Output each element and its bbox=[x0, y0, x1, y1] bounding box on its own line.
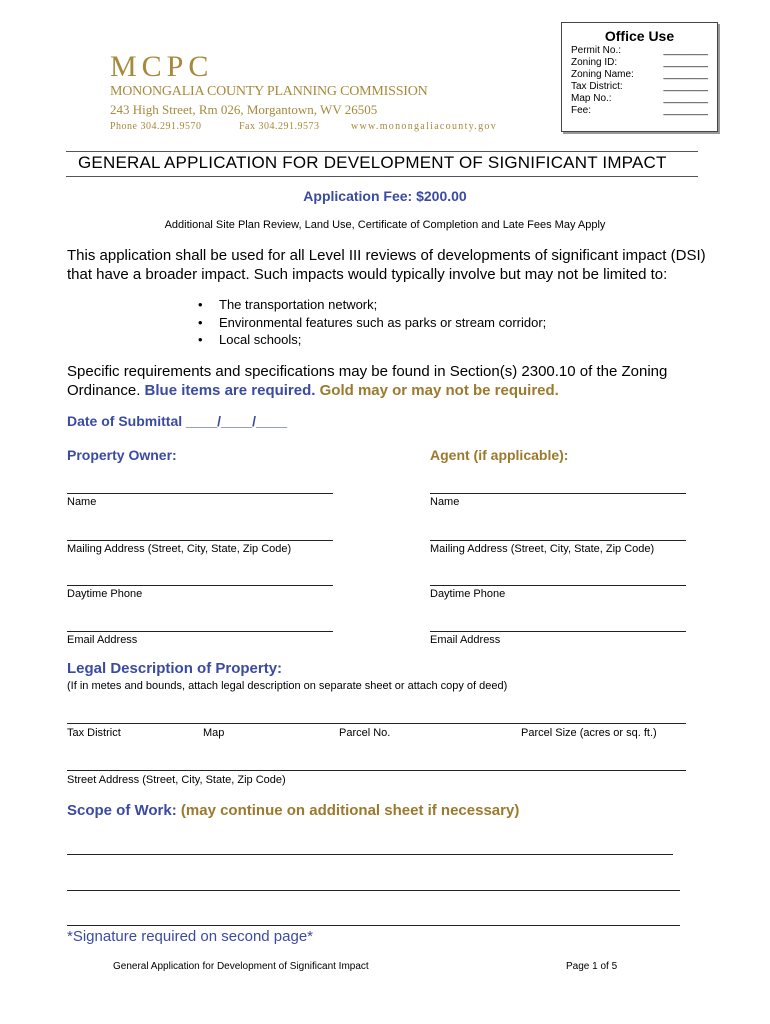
bullet-item bbox=[198, 314, 547, 331]
bullet-text: Local schools; bbox=[219, 332, 302, 347]
spec-line-1: Specific requirements and specifications may be found in Section(s) 2300.10 of the Zoning bbox=[67, 363, 668, 380]
org-address: 243 High Street, Rm 026, Morgantown, WV 26505 bbox=[110, 102, 378, 117]
legal-description-note: (If in metes and bounds, attach legal description on separate sheet or attach copy of deed) bbox=[67, 680, 508, 692]
office-row-permit bbox=[571, 45, 708, 57]
intro-line-1: This application shall be used for all Level III reviews of developments of significant impact (DSI) bbox=[67, 247, 706, 264]
agent-phone-field[interactable] bbox=[430, 585, 686, 586]
logo: MCPC bbox=[110, 50, 214, 83]
office-row-tax-district bbox=[571, 81, 708, 93]
spec-gold-note: Gold may or may not be required. bbox=[319, 382, 559, 399]
office-row-map-no bbox=[571, 93, 708, 105]
scope-line-3[interactable] bbox=[67, 925, 680, 926]
office-blank[interactable]: ________ bbox=[663, 81, 708, 92]
map-label: Map bbox=[203, 727, 225, 739]
fee-note: Additional Site Plan Review, Land Use, Certificate of Completion and Late Fees May Apply bbox=[164, 219, 606, 231]
office-label: Permit No.: bbox=[571, 45, 622, 56]
owner-name-field[interactable] bbox=[67, 493, 333, 494]
org-name: MONONGALIA COUNTY PLANNING COMMISSION bbox=[110, 84, 428, 99]
spec-prefix: Ordinance. bbox=[67, 382, 141, 399]
spec-blue-note: Blue items are required. bbox=[144, 382, 316, 399]
date-of-submittal[interactable]: Date of Submittal ____/____/____ bbox=[67, 413, 288, 429]
scope-line-2[interactable] bbox=[67, 890, 680, 891]
bullet-item bbox=[198, 296, 378, 313]
page-title: GENERAL APPLICATION FOR DEVELOPMENT OF SIGNIFICANT IMPACT bbox=[78, 153, 667, 172]
office-blank[interactable]: ________ bbox=[663, 69, 708, 80]
office-label: Tax District: bbox=[571, 81, 623, 92]
street-address-field[interactable] bbox=[67, 770, 686, 771]
signature-note: *Signature required on second page* bbox=[67, 928, 314, 945]
agent-phone-label: Daytime Phone bbox=[430, 588, 506, 600]
office-row-zoning-id bbox=[571, 57, 708, 69]
office-use-box bbox=[561, 22, 718, 132]
office-label: Fee: bbox=[571, 105, 592, 116]
bullet-icon: • bbox=[198, 332, 203, 347]
office-label: Zoning ID: bbox=[571, 57, 618, 68]
office-blank[interactable]: ________ bbox=[663, 105, 708, 116]
agent-mailing-field[interactable] bbox=[430, 540, 686, 541]
parcel-size-label: Parcel Size (acres or sq. ft.) bbox=[521, 727, 657, 739]
agent-email-field[interactable] bbox=[430, 631, 686, 632]
owner-email-field[interactable] bbox=[67, 631, 333, 632]
legal-description-heading: Legal Description of Property: bbox=[67, 660, 283, 677]
office-blank[interactable]: ________ bbox=[663, 93, 708, 104]
bullet-text: Environmental features such as parks or stream corridor; bbox=[219, 315, 547, 330]
bullet-item bbox=[198, 331, 302, 348]
owner-mailing-label: Mailing Address (Street, City, State, Zip Code) bbox=[67, 543, 292, 555]
agent-mailing-label: Mailing Address (Street, City, State, Zip Code) bbox=[430, 543, 655, 555]
office-row-fee bbox=[571, 105, 708, 117]
spec-line-2 bbox=[67, 381, 559, 400]
street-address-label: Street Address (Street, City, State, Zip Code) bbox=[67, 774, 286, 786]
org-phone: Phone 304.291.9570 bbox=[110, 121, 202, 132]
org-fax: Fax 304.291.9573 bbox=[239, 121, 320, 132]
office-blank[interactable]: ________ bbox=[663, 45, 708, 56]
parcel-info-field[interactable] bbox=[67, 723, 686, 724]
owner-mailing-field[interactable] bbox=[67, 540, 333, 541]
scope-of-work-heading bbox=[67, 802, 519, 819]
org-website[interactable]: www.monongaliacounty.gov bbox=[351, 121, 497, 132]
footer-page-number: Page 1 of 5 bbox=[566, 961, 618, 972]
parcel-no-label: Parcel No. bbox=[339, 727, 391, 739]
owner-email-label: Email Address bbox=[67, 634, 138, 646]
tax-district-label: Tax District bbox=[67, 727, 121, 739]
agent-heading: Agent (if applicable): bbox=[430, 447, 569, 463]
scope-note: (may continue on additional sheet if necessary) bbox=[180, 802, 520, 819]
bullet-text: The transportation network; bbox=[219, 297, 378, 312]
office-label: Zoning Name: bbox=[571, 69, 634, 80]
office-use-title: Office Use bbox=[604, 28, 675, 44]
application-fee: Application Fee: $200.00 bbox=[303, 188, 467, 204]
bullet-icon: • bbox=[198, 297, 203, 312]
scope-line-1[interactable] bbox=[67, 854, 673, 855]
scope-label: Scope of Work: bbox=[67, 802, 177, 819]
title-bar bbox=[66, 151, 698, 177]
agent-name-field[interactable] bbox=[430, 493, 686, 494]
bullet-icon: • bbox=[198, 315, 203, 330]
intro-line-2: that have a broader impact. Such impacts would typically involve but may not be limited to: bbox=[67, 266, 668, 283]
footer-document-title: General Application for Development of Significant Impact bbox=[113, 961, 369, 972]
office-label: Map No.: bbox=[571, 93, 612, 104]
office-row-zoning-name bbox=[571, 69, 708, 81]
agent-email-label: Email Address bbox=[430, 634, 501, 646]
agent-name-label: Name bbox=[430, 496, 460, 508]
property-owner-heading: Property Owner: bbox=[67, 447, 177, 463]
owner-name-label: Name bbox=[67, 496, 97, 508]
office-blank[interactable]: ________ bbox=[663, 57, 708, 68]
owner-phone-field[interactable] bbox=[67, 585, 333, 586]
owner-phone-label: Daytime Phone bbox=[67, 588, 143, 600]
